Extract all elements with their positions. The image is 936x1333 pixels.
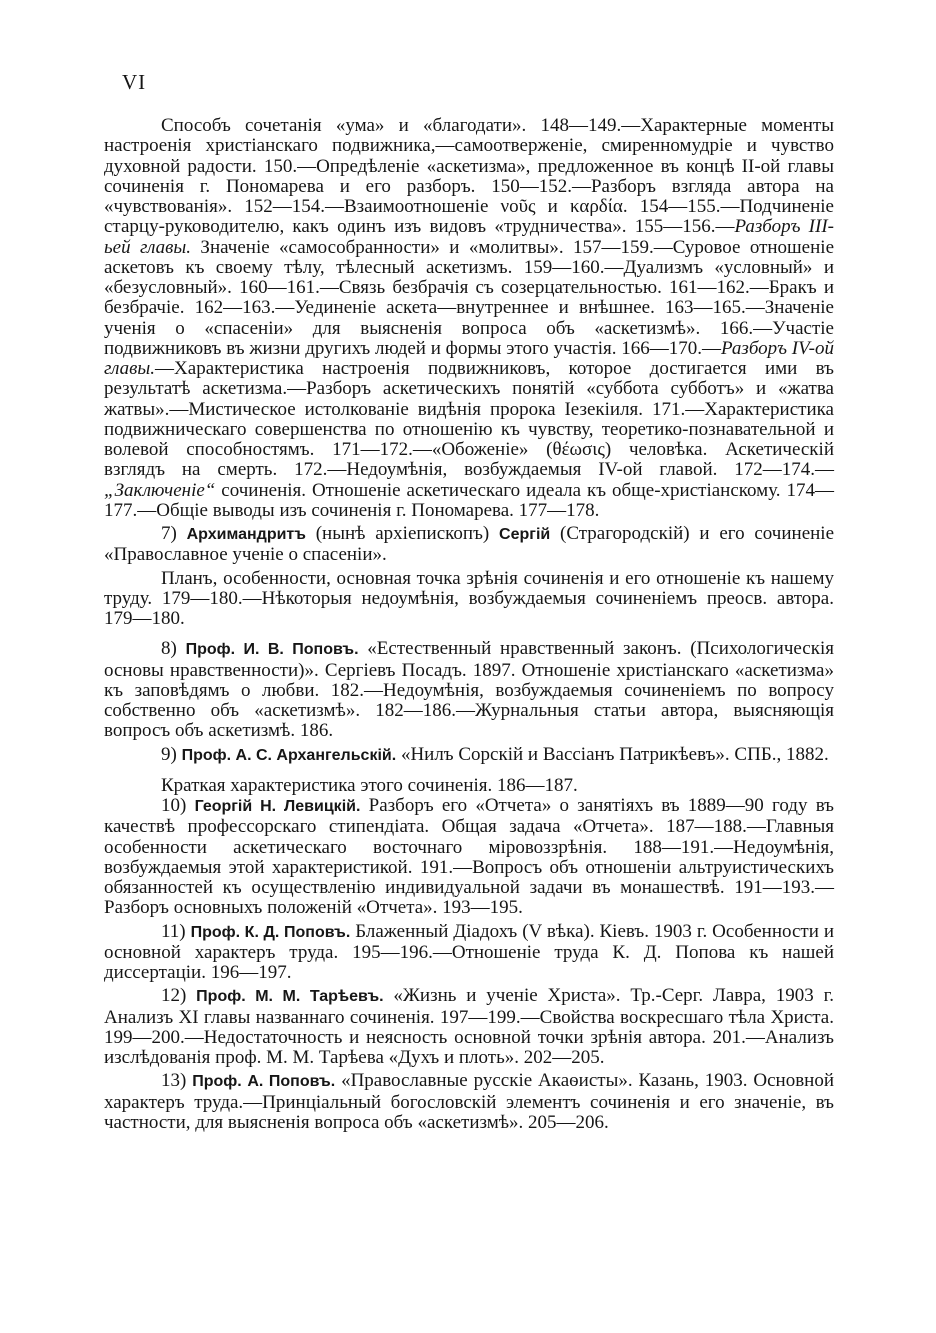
chapter-heading-3: Разборъ III-ьей главы. bbox=[104, 216, 834, 258]
page-text bbox=[104, 116, 834, 1133]
page-number: VI bbox=[122, 70, 147, 94]
entry-9: 9) Проф. А. С. Архангельскій. «Нилъ Сорскій и Вассіанъ Патрикѣевъ». СПБ., 1882. bbox=[161, 743, 829, 765]
entry-7-author-name: Сергій bbox=[499, 526, 551, 543]
chapter-heading-4: Разборъ IV-ой главы. bbox=[104, 337, 834, 379]
entry-7-body: Планъ, особенности, основная точка зрѣнія сочиненія и его отношеніе къ нашему труду. 179—180.—Нѣкоторыя недоумѣнія, возбуждаемыя сочиненіемъ преосв. автора. 179—180. bbox=[104, 567, 834, 629]
entry-8-author: Проф. И. В. Поповъ. bbox=[185, 641, 359, 659]
entry-9-author: Проф. А. С. Архангельскій. bbox=[181, 746, 397, 764]
entry-7: 7) Архимандритъ (нынѣ архіепископъ) Сергій (Страгородскій) и его сочиненіе «Православное ученіе о спасеніи». bbox=[104, 523, 835, 566]
entry-9-body: Краткая характеристика этого сочиненія. 186—187. bbox=[161, 774, 578, 796]
paragraph-chapter-summary: Способъ сочетанія «ума» и «благодати». 148—149.—Характерные моменты настроенія христіанскаго подвижника,—самоотверженіе, смиренномудріе и чувство духовной радости. 150.—Опредѣленіе «аскетизма», предложенное въ концѣ II-ой главы сочиненія г. Пономарева и его разборъ. 150—152.—Разборъ взгляда автора на «чувствованія». 152—154.—Взаимоотношеніе νοῦς и καρδία. 154—155.—Подчиненіе старцу-руководителю, какъ одинъ изъ видовъ «трудничества». 155—156.—Разборъ III-ьей главы. Значеніе «самособранности» и «молитвы». 157—159.—Суровое отношеніе аскетовъ къ своему тѣлу, тѣлесный аскетизмъ. 159—160.—Дуализмъ «условный» и «безусловный». 160—161.—Связь безбрачія съ созерцательностью. 161—162.—Бракъ и безбрачіе. 162—163.—Уединеніе аскета—внутреннее и внѣшнее. 163—165.—Значеніе ученія о «спасеніи» для выясненія вопроса объ «аскетизмѣ». 166.—Участіе подвижниковъ въ жизни другихъ людей и формы этого участія. 166—170.—Разборъ IV-ой главы.—Характеристика настроенія подвижниковъ, которое достигается ими въ результатѣ аскетизма.—Разборъ аскетическихъ понятій «суббота субботъ» и «жатва жатвы».—Мистическое истолкованіе видѣнія пророка Іезекіиля. 171.—Характеристика подвижническаго совершенства по отношенію къ чувству, теоретико-познавательной и волевой способностямъ. 171—172.—«Обоженіе» (θέωσις) человѣка. Аскетическій взглядъ на смерть. 172.—Недоумѣнія, возбуждаемыя IV-ой главой. 172—174.—„Заключеніе“ сочиненія. Отношеніе аскетическаго идеала къ обще-христіанскому. 174—177.—Общіе выводы изъ сочиненія г. Пономарева. 177—178. bbox=[104, 115, 834, 521]
entry-12: 12) Проф. М. М. Тарѣевъ. «Жизнь и ученіе Христа». Тр.-Серг. Лавра, 1903 г. Анализъ XI главы названнаго сочиненія. 197—199.—Свойства воскресшаго тѣла Христа. 199—200.—Недостаточность и неясность основной точки зрѣнія автора. 201.—Анализъ изслѣдованія проф. М. М. Тарѣева «Духъ и плоть». 202—205. bbox=[104, 985, 834, 1068]
entry-10-author: Георгій Н. Левицкій. bbox=[194, 798, 361, 815]
entry-13: 13) Проф. А. Поповъ. «Православные русскіе Акаѳисты». Казань, 1903. Основной характеръ труда.—Принціальный богословскій элементъ сочиненія и его значеніе, въ частности, для выясненія вопроса объ «аскетизмѣ». 205—206. bbox=[104, 1070, 835, 1133]
entry-10: 10) Георгій Н. Левицкій. Разборъ его «Отчета» о занятіяхъ въ 1889—90 году въ качествѣ профессорскаго стипендіата. Общая задача «Отчета». 187—188.—Главныя особенности аскетическаго восточнаго міровоззрѣнія. 188—191.—Недоумѣнія, возбуждаемыя этой характеристикой. 191.—Вопросъ объ отношеніи альтруистическихъ обязанностей къ осуществленію индивидуальной задачи въ монашествѣ. 191—193.—Разборъ основныхъ положеній «Отчета». 193—195. bbox=[104, 795, 835, 919]
entry-7-author: Архимандритъ bbox=[186, 526, 306, 543]
entry-13-author: Проф. А. Поповъ. bbox=[192, 1073, 336, 1091]
conclusion-heading: „Заключеніе“ bbox=[104, 479, 216, 501]
entry-11-author: Проф. К. Д. Поповъ. bbox=[190, 923, 351, 941]
entry-8: 8) Проф. И. В. Поповъ. «Естественный нравственный законъ. (Психологическія основы нравственности)». Сергіевъ Посадъ. 1897. Отношеніе христіанскаго «аскетизма» къ заповѣдямъ о любви. 182.—Недоумѣнія, возбуждаемыя сочиненіемъ по вопросу собственно объ «аскетизмѣ». 182—186.—Журнальныя статьи автора, выясняющія вопросъ объ аскетизмѣ. 186. bbox=[104, 638, 834, 742]
entry-11: 11) Проф. К. Д. Поповъ. Блаженный Діадохъ (V вѣка). Кіевъ. 1903 г. Особенности и основной характеръ труда. 195—196.—Отношеніе труда К. Д. Попова къ нашей диссертаціи. 196—197. bbox=[104, 920, 835, 983]
entry-12-author: Проф. М. М. Тарѣевъ. bbox=[196, 988, 384, 1006]
